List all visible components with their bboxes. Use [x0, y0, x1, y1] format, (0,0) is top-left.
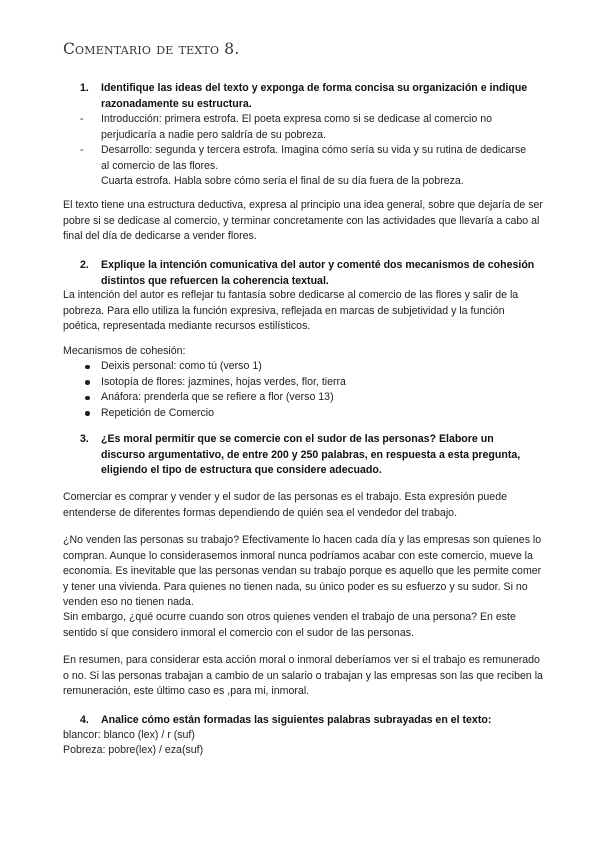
question-4-number: 4.	[80, 714, 89, 726]
question-3	[80, 432, 540, 479]
q1-dash-item	[80, 112, 530, 143]
list-item: Repetición de Comercio	[80, 406, 480, 422]
question-1-number: 1.	[80, 82, 89, 94]
q3-paragraph-2-continuation: Sin embargo, ¿qué ocurre cuando son otros quienes venden el trabajo de una persona? En este sentido sí que considero inmoral el comercio con el sudor de las personas.	[63, 611, 516, 639]
q3-paragraph-3: En resumen, para considerar esta acción moral o inmoral deberíamos ver si el trabajo es remunerado o no. Si las personas trabajan a cambio de un salario o trabajan y las empresas son las que reciben la remuneración, este último caso es ,para mi, inmoral.	[63, 654, 543, 697]
list-item: Deixis personal: como tú (verso 1)	[80, 359, 480, 375]
q2-mechanisms-list	[80, 359, 480, 421]
q1-dash-continuation	[80, 174, 530, 190]
q3-paragraph-1: Comerciar es comprar y vender y el sudor de las personas es el trabajo. Esta expresión puede entenderse de diferentes formas dependiendo de quién sea el vendedor del trabajo.	[63, 491, 507, 519]
q1-dash-text-2: Desarrollo: segunda y tercera estrofa. Imagina cómo sería su vida y su rutina de dedicarse al comercio de las flores.	[101, 144, 527, 172]
document-title: Comentario de texto 8.	[63, 40, 240, 58]
q1-dash-continuation-text: Cuarta estrofa. Habla sobre cómo sería el final de su día fuera de la pobreza.	[101, 175, 464, 187]
question-1	[80, 81, 540, 112]
question-3-text: ¿Es moral permitir que se comercie con el sudor de las personas? Elabore un discurso argumentativo, de entre 200 y 250 palabras, en respuesta a esta pregunta, eligiendo el tipo de estructura que considere adecuado.	[101, 433, 521, 476]
question-2	[80, 258, 540, 289]
q1-answer: El texto tiene una estructura deductiva, expresa al principio una idea general, sobre que dejaría de ser pobre si se dedicase al comercio, y terminar concretamente con las actividades que llevaría a cabo al final del día de dedicarse a vender flores.	[63, 199, 543, 242]
list-item: Anáfora: prenderla que se refiere a flor (verso 13)	[80, 390, 480, 406]
question-4	[80, 713, 540, 729]
question-1-text: Identifique las ideas del texto y exponga de forma concisa su organización e indique razonadamente su estructura.	[101, 82, 528, 110]
dash-marker: -	[80, 113, 84, 125]
q4-line-1: blancor: blanco (lex) / r (suf)	[63, 729, 195, 741]
question-2-text: Explique la intención comunicativa del autor y comenté dos mecanismos de cohesión distintos que refuercen la coherencia textual.	[101, 259, 535, 287]
q1-dash-text-1: Introducción: primera estrofa. El poeta expresa como si se dedicase al comercio no perjudicaría a nadie pero saldría de su pobreza.	[101, 113, 492, 141]
q4-line-2: Pobreza: pobre(lex) / eza(suf)	[63, 744, 204, 756]
question-4-text: Analice cómo están formadas las siguientes palabras subrayadas en el texto:	[101, 714, 492, 726]
question-2-number: 2.	[80, 259, 89, 271]
dash-marker: -	[80, 144, 84, 156]
question-3-number: 3.	[80, 433, 89, 445]
q2-answer: La intención del autor es reflejar tu fantasía sobre dedicarse al comercio de las flores y salir de la pobreza. Para ello utiliza la función expresiva, reflejada en marcas de subjetividad y la función poética, representada mediante recursos estilísticos.	[63, 289, 519, 332]
q2-mechanisms-label: Mecanismos de cohesión:	[63, 345, 186, 357]
q3-paragraph-2: ¿No venden las personas su trabajo? Efectivamente lo hacen cada día y las empresas son quienes lo compran. Aunque lo considerasemos inmoral nunca podríamos acabar con este comercio, mueve la economía. Es inevitable que las personas vendan su trabajo porque es aquello que les permite comer y tener una vivienda. Para quienes no tienen nada, su único poder es su esfuerzo y su sudor. Si no venden eso no tienen nada.	[63, 534, 542, 608]
list-item: Isotopía de flores: jazmines, hojas verdes, flor, tierra	[80, 375, 480, 391]
q1-dash-item	[80, 143, 530, 174]
